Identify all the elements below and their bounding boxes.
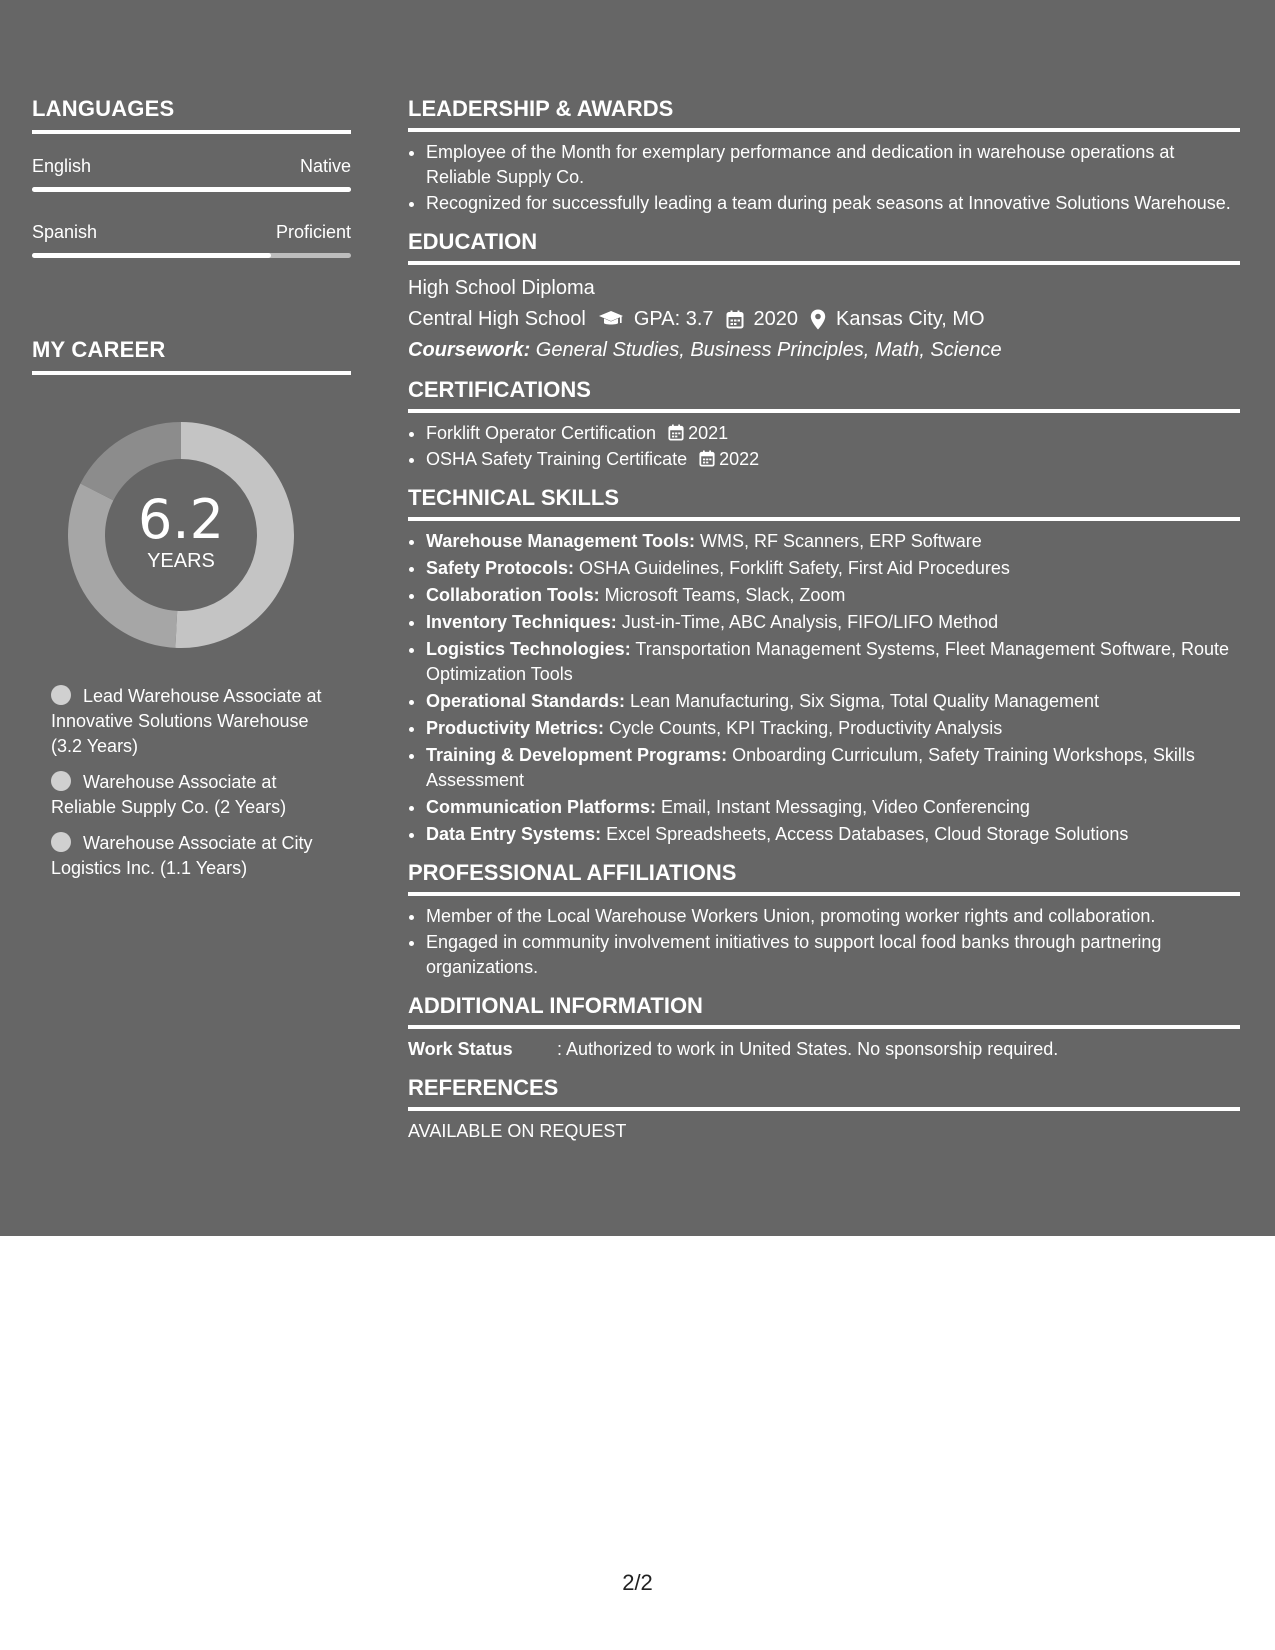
certification-item: • Forklift Operator Certification 2021 — [426, 421, 1240, 446]
skill-value: Excel Spreadsheets, Access Databases, Cloud Storage Solutions — [601, 824, 1129, 844]
skill-item — [426, 583, 1240, 608]
language-level: Proficient — [275, 222, 351, 242]
skill-item — [426, 637, 1240, 687]
language-name: English — [32, 156, 92, 176]
skill-item — [426, 795, 1240, 820]
education-school: Central High School — [408, 308, 586, 330]
certifications-section — [408, 377, 1240, 472]
list-item: • Employee of the Month for exemplary performance and dedication in warehouse operations at Reliable Supply Co. — [426, 140, 1240, 190]
education-location: Kansas City, MO — [836, 308, 985, 330]
section-divider — [408, 261, 1240, 265]
section-divider — [32, 371, 351, 375]
work-status-label: Work Status — [408, 1039, 513, 1059]
education-degree: High School Diploma — [408, 277, 595, 299]
skill-item — [426, 529, 1240, 554]
references-text: AVAILABLE ON REQUEST — [408, 1121, 627, 1141]
education-gpa: GPA: 3.7 — [633, 308, 714, 330]
calendar-icon — [726, 310, 744, 329]
bullet-dot-icon — [51, 685, 71, 705]
languages-title: LANGUAGES — [32, 96, 175, 121]
work-status-value: : Authorized to work in United States. No sponsorship required. — [557, 1039, 1059, 1059]
languages-section — [32, 96, 351, 258]
skill-label: Inventory Techniques: — [426, 612, 617, 632]
career-list — [51, 684, 331, 881]
section-divider — [408, 892, 1240, 896]
left-column — [32, 96, 351, 892]
language-bar-fill — [32, 187, 351, 192]
right-column — [408, 96, 1240, 1155]
language-name: Spanish — [32, 222, 98, 242]
affiliations-section — [408, 860, 1240, 980]
section-divider — [408, 128, 1240, 132]
language-level: Native — [299, 156, 351, 176]
skill-value: Onboarding Curriculum, Safety Training Workshops, Skills Assessment — [426, 745, 1195, 790]
language-bar-fill — [32, 253, 271, 258]
additional-info-section — [408, 993, 1240, 1062]
references-section — [408, 1075, 1240, 1142]
skill-value: Transportation Management Systems, Fleet Management Software, Route Optimization Tools — [426, 639, 1230, 684]
skill-label: Warehouse Management Tools: — [426, 531, 696, 551]
skill-item — [426, 822, 1240, 847]
skill-label: Communication Platforms: — [426, 797, 657, 817]
list-item: • Engaged in community involvement initiatives to support local food banks through partnering organizations. — [426, 930, 1240, 980]
section-divider — [32, 130, 351, 134]
section-divider — [408, 517, 1240, 521]
skill-item — [426, 556, 1240, 581]
skill-value: WMS, RF Scanners, ERP Software — [695, 531, 982, 551]
map-pin-icon — [810, 309, 826, 330]
section-title: REFERENCES — [408, 1075, 559, 1100]
calendar-icon — [699, 450, 715, 467]
skill-value: Email, Instant Messaging, Video Conferencing — [656, 797, 1030, 817]
skill-label: Safety Protocols: — [426, 558, 575, 578]
skill-label: Productivity Metrics: — [426, 718, 605, 738]
career-item: Warehouse Associate at City Logistics Inc. (1.1 Years) — [51, 833, 313, 878]
technical-skills-section — [408, 485, 1240, 847]
language-spanish — [32, 222, 351, 258]
education-coursework — [408, 336, 1240, 364]
coursework-value: General Studies, Business Principles, Math, Science — [530, 339, 1002, 361]
bullet-dot-icon — [51, 832, 71, 852]
section-title: CERTIFICATIONS — [408, 377, 591, 402]
skill-item — [426, 610, 1240, 635]
skill-label: Training & Development Programs: — [426, 745, 728, 765]
skill-value: OSHA Guidelines, Forklift Safety, First Aid Procedures — [574, 558, 1010, 578]
language-bar — [32, 253, 351, 258]
calendar-icon — [668, 424, 684, 441]
career-item: Lead Warehouse Associate at Innovative Solutions Warehouse (3.2 Years) — [51, 686, 322, 756]
education-section — [408, 229, 1240, 364]
career-total-value: 6.2 — [138, 488, 224, 551]
list-item: • Recognized for successfully leading a team during peak seasons at Innovative Solutions Warehouse. — [426, 191, 1240, 216]
page-number: 2/2 — [622, 1570, 653, 1595]
list-item: • Member of the Local Warehouse Workers Union, promoting worker rights and collaboration. — [426, 904, 1240, 929]
graduation-cap-icon — [598, 310, 624, 328]
section-divider — [408, 409, 1240, 413]
career-title: MY CAREER — [32, 337, 166, 362]
section-divider — [408, 1025, 1240, 1029]
leadership-section — [408, 96, 1240, 216]
skill-label: Data Entry Systems: — [426, 824, 602, 844]
skill-item — [426, 716, 1240, 741]
education-details — [408, 305, 1240, 333]
certification-year: 2022 — [719, 449, 760, 469]
skill-label: Collaboration Tools: — [426, 585, 600, 605]
skill-label: Logistics Technologies: — [426, 639, 631, 659]
certification-year: 2021 — [688, 423, 729, 443]
career-section — [32, 337, 351, 881]
skill-item — [426, 743, 1240, 793]
skill-item — [426, 689, 1240, 714]
language-bar — [32, 187, 351, 192]
skill-label: Operational Standards: — [426, 691, 626, 711]
career-donut-chart — [66, 420, 296, 650]
section-title: EDUCATION — [408, 229, 538, 254]
section-title: TECHNICAL SKILLS — [408, 485, 620, 510]
skill-value: Just-in-Time, ABC Analysis, FIFO/LIFO Method — [616, 612, 999, 632]
coursework-label: Coursework: — [408, 339, 531, 361]
skill-value: Cycle Counts, KPI Tracking, Productivity Analysis — [604, 718, 1003, 738]
section-title: PROFESSIONAL AFFILIATIONS — [408, 860, 737, 885]
skill-value: Lean Manufacturing, Six Sigma, Total Quality Management — [625, 691, 1099, 711]
career-total-unit: YEARS — [147, 550, 215, 572]
skill-value: Microsoft Teams, Slack, Zoom — [599, 585, 846, 605]
section-title: LEADERSHIP & AWARDS — [408, 96, 674, 121]
section-title: ADDITIONAL INFORMATION — [408, 993, 703, 1018]
bullet-dot-icon — [51, 771, 71, 791]
section-divider — [408, 1107, 1240, 1111]
work-status-row — [408, 1037, 1240, 1062]
certification-item: • OSHA Safety Training Certificate 2022 — [426, 447, 1240, 472]
language-english — [32, 156, 351, 192]
career-item: Warehouse Associate at Reliable Supply Co. (2 Years) — [51, 772, 287, 817]
education-year: 2020 — [753, 308, 799, 330]
